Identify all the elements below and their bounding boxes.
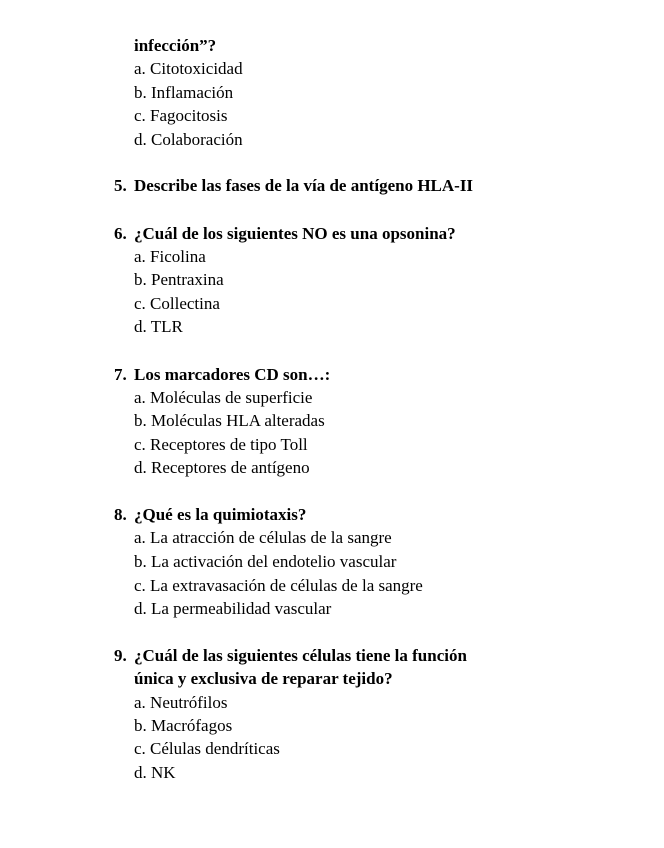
q8-option-c: c. La extravasación de células de la sangre	[134, 576, 423, 595]
q9-question-line1: ¿Cuál de las siguientes células tiene la función	[134, 646, 467, 665]
q6-option-d: d. TLR	[134, 317, 183, 336]
q7-option-d: d. Receptores de antígeno	[134, 458, 310, 477]
q4-option-a: a. Citotoxicidad	[134, 59, 243, 78]
q8-option-b: b. La activación del endotelio vascular	[134, 552, 397, 571]
q7-option-c: c. Receptores de tipo Toll	[134, 435, 308, 454]
q9-option-d: d. NK	[134, 763, 176, 782]
q6-number: 6.	[114, 224, 127, 243]
q4-option-c: c. Fagocitosis	[134, 106, 228, 125]
q8-option-d: d. La permeabilidad vascular	[134, 599, 332, 618]
q6-option-a: a. Ficolina	[134, 247, 206, 266]
q5-number: 5.	[114, 176, 127, 195]
q4-option-d: d. Colaboración	[134, 130, 243, 149]
q5-question: Describe las fases de la vía de antígeno HLA-II	[134, 176, 474, 195]
q6-option-b: b. Pentraxina	[134, 270, 224, 289]
q7-number: 7.	[114, 365, 127, 384]
q4-option-b: b. Inflamación	[134, 83, 234, 102]
q9-number: 9.	[114, 646, 127, 665]
q6-option-c: c. Collectina	[134, 294, 220, 313]
q4-text-continuation: infección”?	[134, 36, 217, 55]
q9-option-c: c. Células dendríticas	[134, 739, 280, 758]
q9-option-a: a. Neutrófilos	[134, 693, 228, 712]
q9-question-line2: única y exclusiva de reparar tejido?	[134, 669, 393, 688]
q9-option-b: b. Macrófagos	[134, 716, 233, 735]
q8-number: 8.	[114, 505, 127, 524]
q6-question: ¿Cuál de los siguientes NO es una opsonina?	[134, 224, 456, 243]
q7-question: Los marcadores CD son…:	[134, 365, 331, 384]
q8-option-a: a. La atracción de células de la sangre	[134, 528, 392, 547]
q7-option-a: a. Moléculas de superficie	[134, 388, 313, 407]
q8-question: ¿Qué es la quimiotaxis?	[134, 505, 307, 524]
q7-option-b: b. Moléculas HLA alteradas	[134, 411, 325, 430]
